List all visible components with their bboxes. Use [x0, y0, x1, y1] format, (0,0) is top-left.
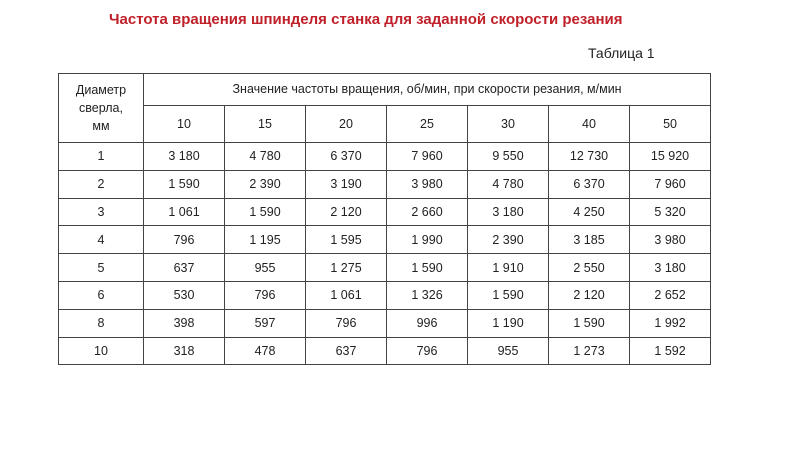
cutting-speed-header: 30 [468, 105, 549, 142]
rpm-value-cell: 637 [306, 337, 387, 365]
diameter-cell: 8 [59, 309, 144, 337]
cutting-speed-header: 25 [387, 105, 468, 142]
rpm-value-cell: 398 [144, 309, 225, 337]
rpm-value-cell: 3 185 [549, 226, 630, 254]
rpm-value-cell: 530 [144, 281, 225, 309]
cutting-speed-header: 10 [144, 105, 225, 142]
table-row [59, 143, 711, 171]
rpm-group-header: Значение частоты вращения, об/мин, при скорости резания, м/мин [144, 74, 711, 106]
rpm-value-cell: 1 275 [306, 254, 387, 282]
rpm-value-cell: 2 550 [549, 254, 630, 282]
rpm-value-cell: 3 180 [468, 198, 549, 226]
cutting-speed-header: 50 [630, 105, 711, 142]
rpm-value-cell: 5 320 [630, 198, 711, 226]
rpm-value-cell: 955 [468, 337, 549, 365]
table-caption: Таблица 1 [588, 45, 655, 61]
table-row [59, 337, 711, 365]
rpm-value-cell: 1 590 [549, 309, 630, 337]
rpm-value-cell: 1 273 [549, 337, 630, 365]
rpm-value-cell: 2 390 [225, 170, 306, 198]
page-title: Частота вращения шпинделя станка для заданной скорости резания [109, 11, 623, 28]
cutting-speed-header: 40 [549, 105, 630, 142]
diameter-header-line: Диаметр [75, 83, 127, 97]
rpm-value-cell: 1 326 [387, 281, 468, 309]
table-row [59, 281, 711, 309]
rpm-value-cell: 597 [225, 309, 306, 337]
rpm-value-cell: 7 960 [630, 170, 711, 198]
rpm-value-cell: 3 180 [630, 254, 711, 282]
rpm-value-cell: 796 [144, 226, 225, 254]
rpm-value-cell: 1 195 [225, 226, 306, 254]
diameter-cell: 5 [59, 254, 144, 282]
rpm-value-cell: 6 370 [306, 143, 387, 171]
rpm-value-cell: 3 180 [144, 143, 225, 171]
rpm-value-cell: 2 120 [549, 281, 630, 309]
cutting-speed-header: 15 [225, 105, 306, 142]
cutting-speed-header-row [59, 105, 711, 142]
rpm-value-cell: 1 910 [468, 254, 549, 282]
rpm-value-cell: 1 990 [387, 226, 468, 254]
rpm-value-cell: 1 590 [468, 281, 549, 309]
rpm-value-cell: 9 550 [468, 143, 549, 171]
rpm-value-cell: 955 [225, 254, 306, 282]
cutting-speed-header: 20 [306, 105, 387, 142]
rpm-value-cell: 4 780 [468, 170, 549, 198]
table-row [59, 170, 711, 198]
rpm-value-cell: 1 992 [630, 309, 711, 337]
diameter-cell: 3 [59, 198, 144, 226]
diameter-header-line: мм [92, 119, 110, 133]
rpm-value-cell: 3 190 [306, 170, 387, 198]
table-body [59, 143, 711, 365]
rpm-value-cell: 996 [387, 309, 468, 337]
rpm-value-cell: 1 590 [387, 254, 468, 282]
rpm-value-cell: 3 980 [387, 170, 468, 198]
table-row [59, 198, 711, 226]
rpm-value-cell: 796 [387, 337, 468, 365]
spindle-speed-table [58, 73, 711, 365]
rpm-value-cell: 1 061 [306, 281, 387, 309]
table-row [59, 226, 711, 254]
rpm-value-cell: 318 [144, 337, 225, 365]
rpm-value-cell: 1 061 [144, 198, 225, 226]
diameter-header-line: сверла, [79, 101, 123, 115]
rpm-value-cell: 3 980 [630, 226, 711, 254]
rpm-value-cell: 12 730 [549, 143, 630, 171]
diameter-cell: 10 [59, 337, 144, 365]
rpm-value-cell: 1 590 [144, 170, 225, 198]
rpm-value-cell: 1 595 [306, 226, 387, 254]
rpm-value-cell: 4 250 [549, 198, 630, 226]
rpm-value-cell: 4 780 [225, 143, 306, 171]
diameter-cell: 4 [59, 226, 144, 254]
rpm-value-cell: 2 390 [468, 226, 549, 254]
rpm-value-cell: 2 120 [306, 198, 387, 226]
rpm-value-cell: 2 660 [387, 198, 468, 226]
table-row [59, 309, 711, 337]
diameter-cell: 2 [59, 170, 144, 198]
rpm-value-cell: 637 [144, 254, 225, 282]
rpm-value-cell: 2 652 [630, 281, 711, 309]
rpm-value-cell: 7 960 [387, 143, 468, 171]
table-row [59, 254, 711, 282]
rpm-value-cell: 796 [225, 281, 306, 309]
rpm-value-cell: 15 920 [630, 143, 711, 171]
rpm-value-cell: 1 190 [468, 309, 549, 337]
diameter-header [59, 74, 144, 143]
diameter-cell: 1 [59, 143, 144, 171]
rpm-value-cell: 1 592 [630, 337, 711, 365]
rpm-value-cell: 478 [225, 337, 306, 365]
rpm-value-cell: 1 590 [225, 198, 306, 226]
rpm-value-cell: 796 [306, 309, 387, 337]
rpm-value-cell: 6 370 [549, 170, 630, 198]
diameter-cell: 6 [59, 281, 144, 309]
